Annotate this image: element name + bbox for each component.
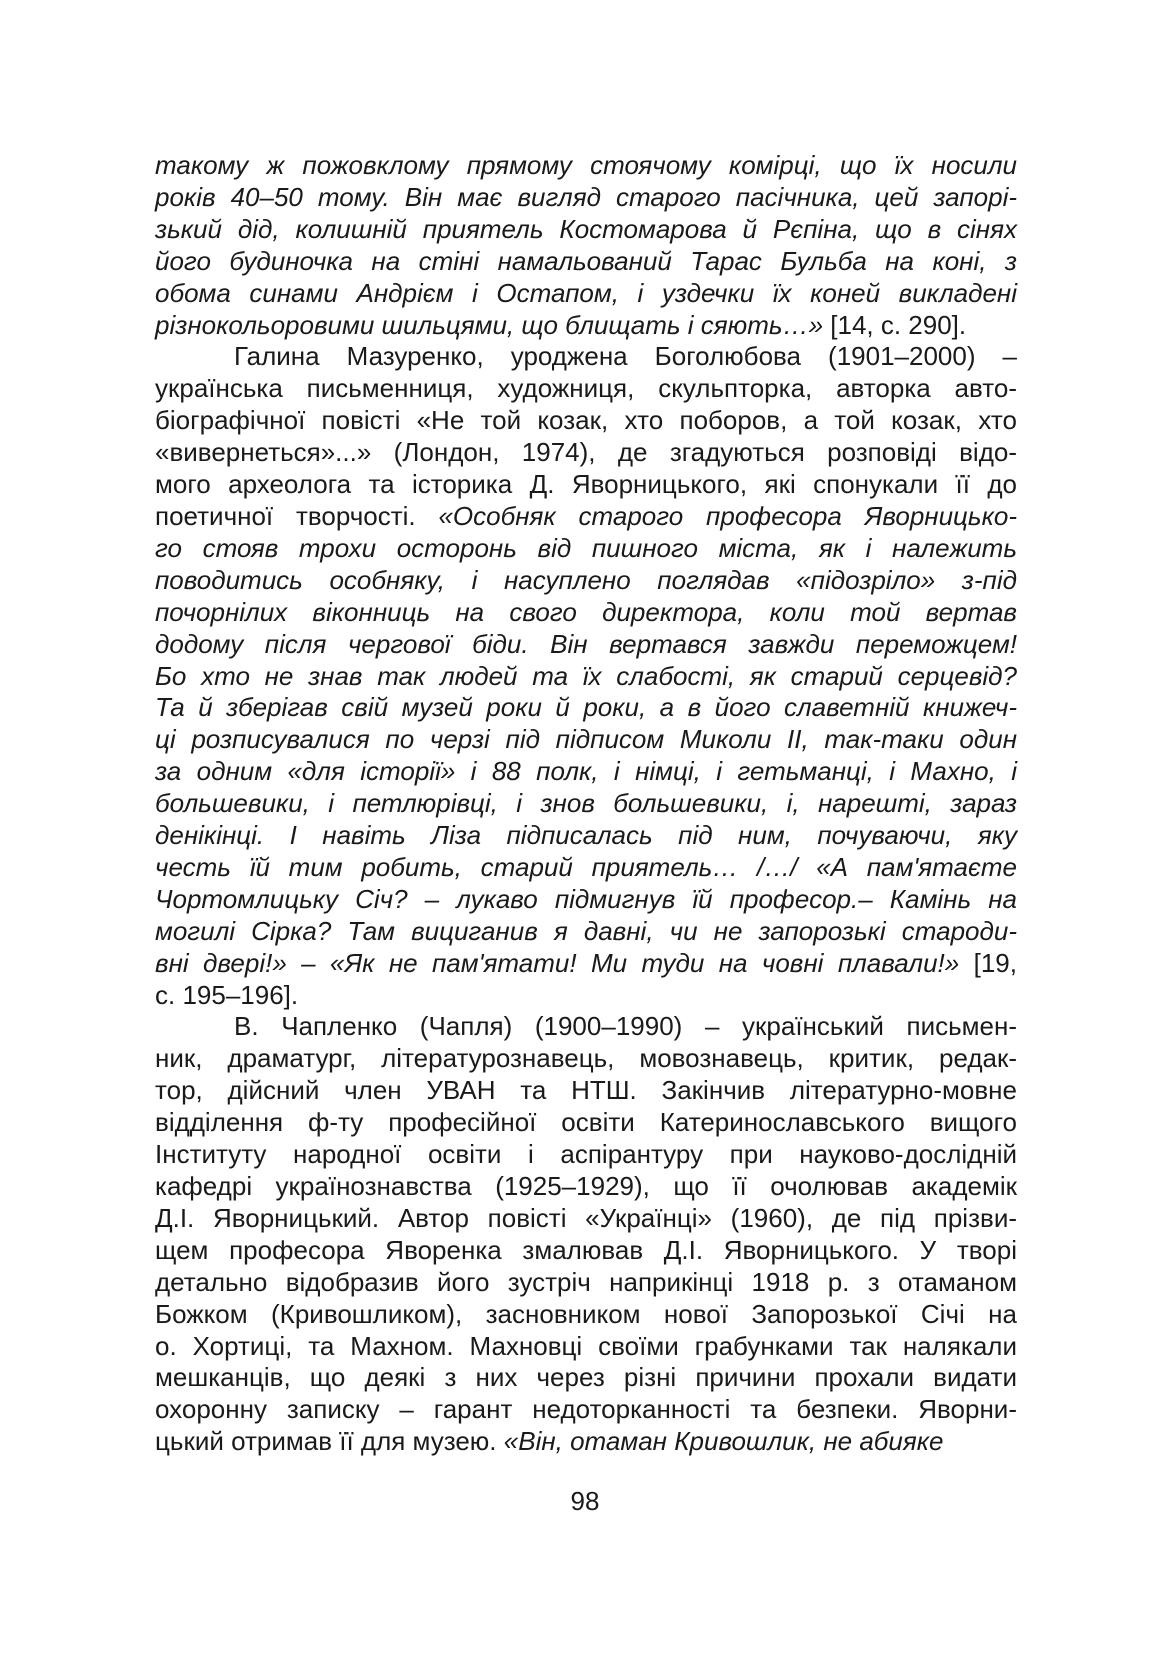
- text-line: [155, 1075, 1017, 1107]
- text-run: мого археолога та історика Д. Яворницького, які спонукали її до: [155, 469, 1017, 500]
- text-run: о. Хортиці, та Махном. Махновці своїми грабунками так налякали: [155, 1330, 1017, 1361]
- text-run: Божком (Кривошликом), засновником нової Запорозької Січі на: [155, 1298, 1017, 1329]
- text-run: цький отримав її для музею.: [155, 1426, 504, 1457]
- text-run: [14, с. 290].: [823, 309, 967, 340]
- text-line: [155, 150, 1017, 182]
- text-line: [155, 820, 1017, 852]
- text-run: мешканців, що деякі з них через різні причини прохали видати: [155, 1362, 1017, 1393]
- text-line: [155, 278, 1017, 310]
- text-run: щем професора Яворенка змалював Д.І. Яворницького. У творі: [155, 1234, 1017, 1265]
- text-line: [155, 405, 1017, 437]
- italic-text: його будиночка на стіні намальований Тарас Бульба на коні, з: [155, 245, 1017, 276]
- italic-text: поводитись особняку, і насуплено поглядав «підозріло» з-під: [155, 564, 1017, 595]
- italic-text: обома синами Андрієм і Остапом, і уздечки їх коней викладені: [155, 277, 1017, 308]
- italic-text: додому після чергової біди. Він вертався завжди переможцем!: [155, 628, 1017, 659]
- text-line: [155, 948, 1017, 980]
- text-line: [155, 692, 1017, 724]
- italic-text: денікінці. І навіть Ліза підписалась під ним, почуваючи, яку: [155, 820, 1017, 851]
- text-line: [155, 1011, 1017, 1043]
- italic-text: честь їй тим робить, старий приятель… /…/ «А пам'ятаєте: [155, 851, 1017, 882]
- text-run: В. Чапленко (Чапля) (1900–1990) – український письмен-: [234, 1011, 1017, 1042]
- text-line: [155, 1331, 1017, 1363]
- italic-text: Бо хто не знав так людей та їх слабості, як старий серцевід?: [155, 660, 1017, 691]
- text-line: [155, 1267, 1017, 1299]
- text-line: [155, 1139, 1017, 1171]
- text-line: [155, 533, 1017, 565]
- text-line: [155, 980, 1017, 1012]
- text-line: [155, 437, 1017, 469]
- paragraph: [155, 1011, 1017, 1458]
- text-run: с. 195–196].: [155, 979, 299, 1010]
- text-line: [155, 1203, 1017, 1235]
- text-line: [155, 724, 1017, 756]
- text-run: українська письменниця, художниця, скульпторка, авторка авто-: [155, 373, 1017, 404]
- text-line: [155, 1394, 1017, 1426]
- italic-text: большевики, і петлюрівці, і знов большевики, і, нарешті, зараз: [155, 788, 1017, 819]
- text-run: Інституту народної освіти і аспірантуру при науково-дослідній: [155, 1139, 1017, 1170]
- italic-text: Чортомлицьку Січ? – лукаво підмигнув їй професор.– Камінь на: [155, 883, 1017, 914]
- text-line: [155, 1362, 1017, 1394]
- text-line: [155, 1043, 1017, 1075]
- text-run: охоронну записку – гарант недоторканності та безпеки. Яворни-: [155, 1394, 1017, 1425]
- italic-text: років 40–50 тому. Він має вигляд старого пасічника, цей запорі-: [155, 181, 1017, 212]
- paragraph: [155, 341, 1017, 1011]
- text-run: ник, драматург, літературознавець, мовознавець, критик, редак-: [155, 1043, 1017, 1074]
- text-run: відділення ф-ту професійної освіти Катеринославського вищого: [155, 1107, 1017, 1138]
- italic-text: «Особняк старого професора Яворницько-: [438, 500, 1017, 531]
- italic-text: за одним «для історії» і 88 полк, і німці, і гетьманці, і Махно, і: [155, 756, 1017, 787]
- text-line: [155, 661, 1017, 693]
- text-run: детально відобразив його зустріч наприкінці 1918 р. з отаманом: [155, 1266, 1017, 1297]
- text-line: [155, 788, 1017, 820]
- text-line: [155, 373, 1017, 405]
- text-line: [155, 852, 1017, 884]
- text-line: [155, 246, 1017, 278]
- body-text: [155, 150, 1017, 1458]
- text-line: [155, 1171, 1017, 1203]
- paragraph: [155, 150, 1017, 341]
- text-line: [155, 1426, 1017, 1458]
- text-run: тор, дійсний член УВАН та НТШ. Закінчив літературно-мовне: [155, 1075, 1017, 1106]
- text-line: [155, 1235, 1017, 1267]
- text-line: [155, 501, 1017, 533]
- text-line: [155, 341, 1017, 373]
- italic-text: вні двері!» – «Як не пам'ятати! Ми туди на човні плавали!»: [155, 947, 960, 978]
- italic-text: го стояв трохи осторонь від пишного міста, як і належить: [155, 532, 1017, 563]
- text-line: [155, 310, 1017, 342]
- text-line: [155, 916, 1017, 948]
- text-line: [155, 756, 1017, 788]
- text-line: [155, 884, 1017, 916]
- italic-text: могилі Сірка? Там вициганив я давні, чи не запорозькі староди-: [155, 915, 1017, 946]
- text-line: [155, 182, 1017, 214]
- text-line: [155, 629, 1017, 661]
- text-line: [155, 1107, 1017, 1139]
- italic-text: такому ж пожовклому прямому стоячому комірці, що їх носили: [155, 150, 1017, 180]
- italic-text: почорнілих віконниць на свого директора, коли той вертав: [155, 596, 1017, 627]
- italic-text: різнокольоровими шильцями, що блищать і сяють…»: [155, 309, 824, 340]
- text-line: [155, 214, 1017, 246]
- text-line: [155, 469, 1017, 501]
- text-run: «вивернеться»...» (Лондон, 1974), де згадуються розповіді відо-: [155, 437, 1017, 468]
- text-run: біографічної повісті «Не той козак, хто поборов, а той козак, хто: [155, 405, 1017, 436]
- text-run: [19,: [959, 947, 1017, 978]
- text-line: [155, 1299, 1017, 1331]
- italic-text: Та й зберігав свій музей роки й роки, а в його славетній книжеч-: [155, 692, 1017, 723]
- page-number: 98: [570, 1486, 600, 1516]
- italic-text: зький дід, колишній приятель Костомарова й Рєпіна, що в сінях: [155, 213, 1017, 244]
- text-line: [155, 597, 1017, 629]
- text-run: кафедрі українознавства (1925–1929), що її очолював академік: [155, 1171, 1017, 1201]
- text-run: Д.І. Яворницький. Автор повісті «Українці» (1960), де під прізви-: [155, 1202, 1017, 1233]
- italic-text: ці розписувалися по черзі під підписом Миколи ІІ, так-таки один: [155, 724, 1017, 755]
- italic-text: «Він, отаман Кривошлик, не абияке: [503, 1426, 944, 1457]
- text-line: [155, 565, 1017, 597]
- text-run: поетичної творчості.: [155, 500, 439, 531]
- text-run: Галина Мазуренко, уроджена Боголюбова (1901–2000) –: [234, 341, 1017, 372]
